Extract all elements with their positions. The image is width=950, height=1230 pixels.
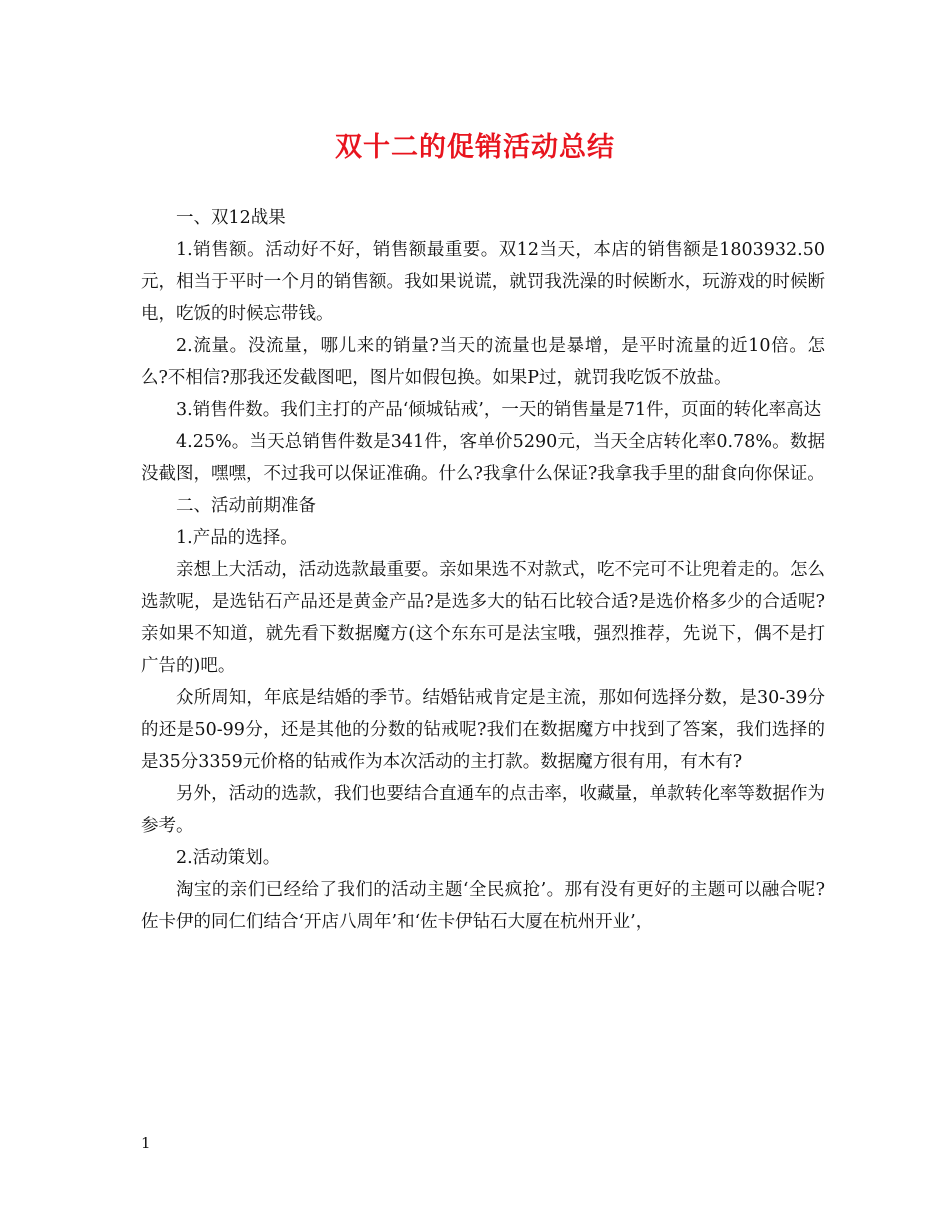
- section-heading-preparation: 二、活动前期准备: [176, 496, 316, 516]
- document-title: 双十二的促销活动总结: [335, 132, 615, 163]
- subheading-product-selection: 1.产品的选择。: [176, 528, 298, 548]
- paragraph-activity-theme: 淘宝的亲们已经给了我们的活动主题‘全民疯抢’。那有没有更好的主题可以融合呢?佐卡伊的同仁们结合‘开店八周年’和‘佐卡伊钻石大厦在杭州开业’，: [141, 880, 825, 932]
- paragraph-traffic: 2.流量。没流量，哪儿来的销量?当天的流量也是暴增，是平时流量的近10倍。怎么?不相信?那我还发截图吧，图片如假包换。如果P过，就罚我吃饭不放盐。: [141, 336, 825, 388]
- section-heading-results: 一、双12战果: [176, 208, 286, 228]
- subheading-activity-planning: 2.活动策划。: [176, 848, 281, 868]
- paragraph-sales-amount: 1.销售额。活动好不好，销售额最重要。双12当天，本店的销售额是1803932.50元，相当于平时一个月的销售额。我如果说谎，就罚我洗澡的时候断水，玩游戏的时候断电，吃饭的时候忘带钱。: [141, 240, 825, 324]
- paragraph-wedding-season: 众所周知，年底是结婚的季节。结婚钻戒肯定是主流，那如何选择分数，是30-39分的还是50-99分，还是其他的分数的钻戒呢?我们在数据魔方中找到了答案，我们选择的是35分3359元价格的钻戒作为本次活动的主打款。数据魔方很有用，有木有?: [141, 688, 825, 772]
- page-number: 1: [141, 1134, 151, 1152]
- paragraph-reference-data: 另外，活动的选款，我们也要结合直通车的点击率，收藏量，单款转化率等数据作为参考。: [141, 784, 825, 836]
- document-body: [141, 202, 825, 938]
- paragraph-conversion: 4.25%。当天总销售件数是341件，客单价5290元，当天全店转化率0.78%。数据没截图，嘿嘿，不过我可以保证准确。什么?我拿什么保证?我拿我手里的甜食向你保证。: [141, 432, 825, 484]
- paragraph-sales-count: 3.销售件数。我们主打的产品‘倾城钻戒’，一天的销售量是71件，页面的转化率高达: [176, 400, 822, 420]
- paragraph-product-selection: 亲想上大活动，活动选款最重要。亲如果选不对款式，吃不完可不让兜着走的。怎么选款呢，是选钻石产品还是黄金产品?是选多大的钻石比较合适?是选价格多少的合适呢?亲如果不知道，就先看下数据魔方(这个东东可是法宝哦，强烈推荐，先说下，偶不是打广告的)吧。: [141, 560, 825, 676]
